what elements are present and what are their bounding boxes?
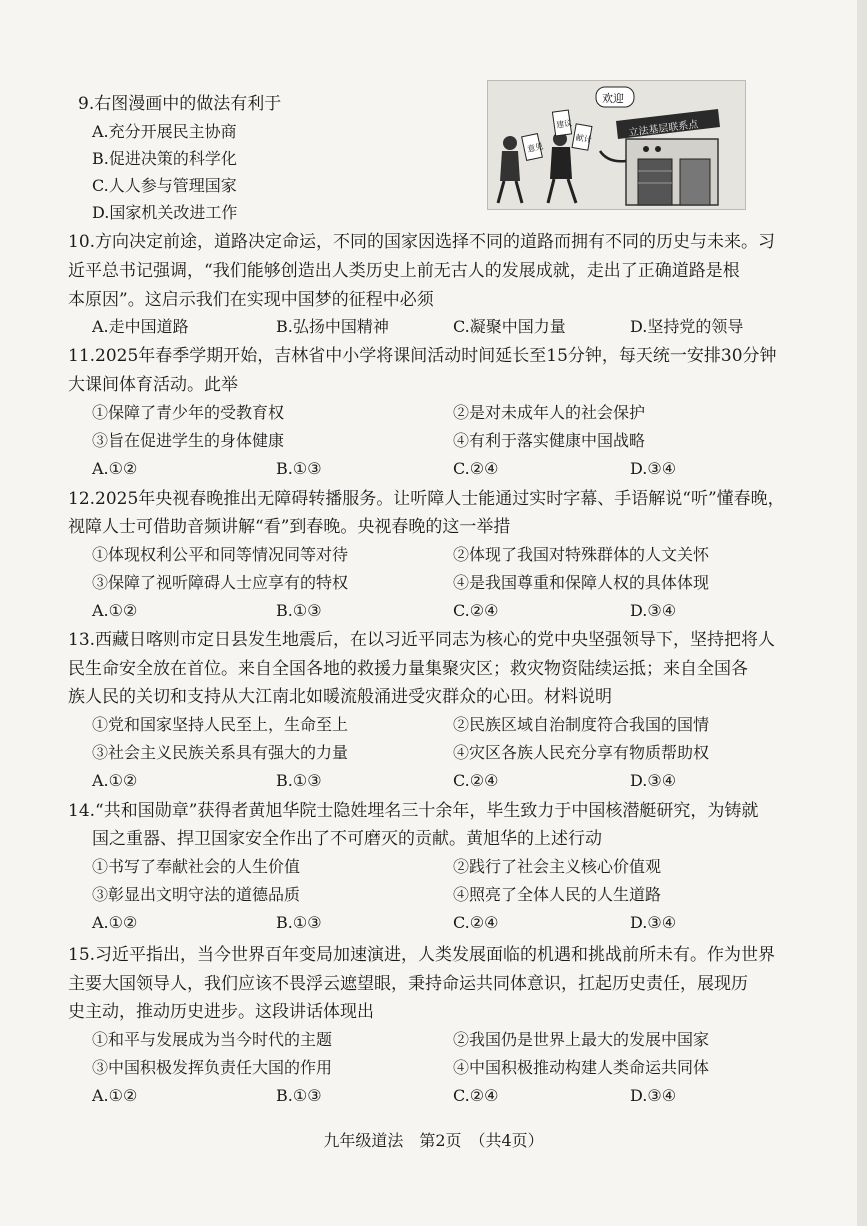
q10-line-2: 近平总书记强调，“我们能够创造出人类历史上前无古人的发展成就，走出了正确道路是根 xyxy=(68,261,740,281)
q11-item-3: ③旨在促进学生的身体健康 xyxy=(92,431,285,450)
q14-item-4: ④照亮了全体人民的人生道路 xyxy=(453,885,662,904)
q11-option-d: D.③④ xyxy=(630,459,677,478)
q12-option-c: C.②④ xyxy=(453,601,499,620)
q9-option-d: D.国家机关改进工作 xyxy=(92,203,238,222)
q14-item-1: ①书写了奉献社会的人生价值 xyxy=(92,857,301,876)
q15-item-1: ①和平与发展成为当今时代的主题 xyxy=(92,1030,333,1049)
q13-option-d: D.③④ xyxy=(630,771,677,790)
q14-line-2: 国之重器、捍卫国家安全作出了不可磨灭的贡献。黄旭华的上述行动 xyxy=(92,829,602,849)
svg-text:意见: 意见 xyxy=(526,141,545,154)
q14-option-a: A.①② xyxy=(92,913,138,932)
q15-line-2: 主要大国领导人，我们应该不畏浮云遮望眼，秉持命运共同体意识，扛起历史责任，展现历 xyxy=(68,974,748,994)
q13-item-4: ④灾区各族人民充分享有物质帮助权 xyxy=(453,743,710,762)
q11-line-2: 大课间体育活动。此举 xyxy=(68,375,238,395)
q13-option-a: A.①② xyxy=(92,771,138,790)
q13-option-c: C.②④ xyxy=(453,771,499,790)
q14-line-1: 14.“共和国勋章”获得者黄旭华院士隐姓埋名三十余年，毕生致力于中国核潜艇研究，为铸就 xyxy=(68,801,759,821)
q10-line-1: 10.方向决定前途，道路决定命运，不同的国家因选择不同的道路而拥有不同的历史与未来。习 xyxy=(68,232,776,252)
q11-option-a: A.①② xyxy=(92,459,138,478)
q13-item-3: ③社会主义民族关系具有强大的力量 xyxy=(92,743,349,762)
q12-item-1: ①体现权利公平和同等情况同等对待 xyxy=(92,545,349,564)
q13-item-2: ②民族区域自治制度符合我国的国情 xyxy=(453,715,710,734)
q14-option-c: C.②④ xyxy=(453,913,499,932)
q15-line-3: 史主动，推动历史进步。这段讲话体现出 xyxy=(68,1002,374,1022)
q12-option-a: A.①② xyxy=(92,601,138,620)
cartoon-illustration xyxy=(488,81,745,209)
q11-item-2: ②是对未成年人的社会保护 xyxy=(453,403,646,422)
page-footer: 九年级道法 第2页 （共4页） xyxy=(323,1131,544,1150)
q12-item-2: ②体现了我国对特殊群体的人文关怀 xyxy=(453,545,710,564)
q9-stem: 9.右图漫画中的做法有利于 xyxy=(78,94,282,114)
scan-edge xyxy=(857,0,867,1226)
q15-line-1: 15.习近平指出，当今世界百年变局加速演进，人类发展面临的机遇和挑战前所未有。作为世界 xyxy=(68,945,776,965)
q12-item-3: ③保障了视听障碍人士应享有的特权 xyxy=(92,573,349,592)
q15-item-4: ④中国积极推动构建人类命运共同体 xyxy=(453,1058,710,1077)
svg-text:建议: 建议 xyxy=(555,118,573,130)
sign-text: 立法基层联系点 xyxy=(628,119,699,139)
q15-item-2: ②我国仍是世界上最大的发展中国家 xyxy=(453,1030,710,1049)
q10-line-3: 本原因”。这启示我们在实现中国梦的征程中必须 xyxy=(68,290,434,310)
q14-option-b: B.①③ xyxy=(276,913,322,932)
cartoon-image xyxy=(487,80,746,210)
q10-option-c: C.凝聚中国力量 xyxy=(453,317,566,336)
q9-option-a: A.充分开展民主协商 xyxy=(92,122,237,141)
q15-option-d: D.③④ xyxy=(630,1086,677,1105)
q11-item-4: ④有利于落实健康中国战略 xyxy=(453,431,646,450)
bubble-text: 欢迎 xyxy=(602,92,624,105)
q10-option-a: A.走中国道路 xyxy=(92,317,189,336)
q12-line-1: 12.2025年央视春晚推出无障碍转播服务。让听障人士能通过实时字幕、手语解说“听”懂春晚， xyxy=(68,489,785,509)
q10-option-d: D.坚持党的领导 xyxy=(630,317,744,336)
q14-option-d: D.③④ xyxy=(630,913,677,932)
q15-option-a: A.①② xyxy=(92,1086,138,1105)
q13-line-1: 13.西藏日喀则市定日县发生地震后，在以习近平同志为核心的党中央坚强领导下，坚持把将人 xyxy=(68,630,776,650)
q12-option-d: D.③④ xyxy=(630,601,677,620)
q12-item-4: ④是我国尊重和保障人权的具体体现 xyxy=(453,573,710,592)
q12-line-2: 视障人士可借助音频讲解“看”到春晚。央视春晚的这一举措 xyxy=(68,517,511,537)
q13-item-1: ①党和国家坚持人民至上，生命至上 xyxy=(92,715,349,734)
q10-option-b: B.弘扬中国精神 xyxy=(276,317,389,336)
q13-option-b: B.①③ xyxy=(276,771,322,790)
q11-line-1: 11.2025年春季学期开始，吉林省中小学将课间活动时间延长至15分钟，每天统一安排30分钟 xyxy=(68,346,777,366)
q11-option-c: C.②④ xyxy=(453,459,499,478)
q9-option-b: B.促进决策的科学化 xyxy=(92,149,237,168)
q15-option-b: B.①③ xyxy=(276,1086,322,1105)
q11-option-b: B.①③ xyxy=(276,459,322,478)
q15-option-c: C.②④ xyxy=(453,1086,499,1105)
q9-option-c: C.人人参与管理国家 xyxy=(92,176,237,195)
q13-line-2: 民生命安全放在首位。来自全国各地的救援力量集聚灾区；救灾物资陆续运抵；来自全国各 xyxy=(68,659,748,679)
q12-option-b: B.①③ xyxy=(276,601,322,620)
q11-item-1: ①保障了青少年的受教育权 xyxy=(92,403,285,422)
svg-text:献计: 献计 xyxy=(575,133,593,145)
q14-item-3: ③彰显出文明守法的道德品质 xyxy=(92,885,301,904)
q13-line-3: 族人民的关切和支持从大江南北如暖流般涌进受灾群众的心田。材料说明 xyxy=(68,687,612,707)
q15-item-3: ③中国积极发挥负责任大国的作用 xyxy=(92,1058,333,1077)
q14-item-2: ②践行了社会主义核心价值观 xyxy=(453,857,662,876)
